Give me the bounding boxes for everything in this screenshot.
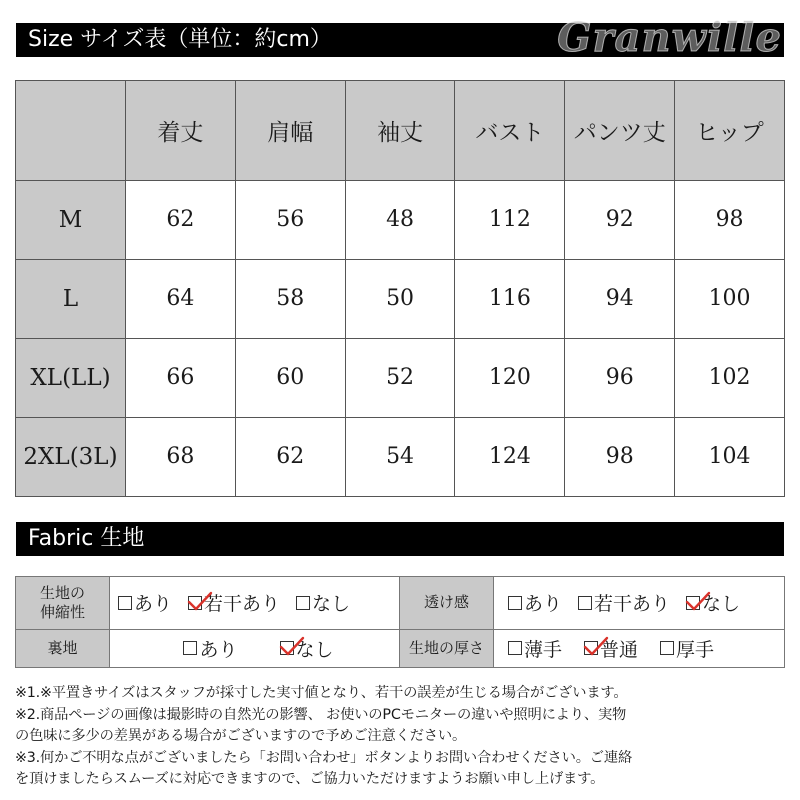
note-line: の色味に多少の差異がある場合がございますので予めご注意ください。	[15, 728, 467, 744]
notes	[15, 683, 787, 791]
table-cell: 112	[455, 180, 565, 259]
fabric-row	[16, 629, 785, 667]
table-cell: 56	[235, 180, 345, 259]
checkbox-icon	[188, 596, 202, 610]
table-row	[16, 338, 785, 417]
size-label: 2XL(3L)	[16, 417, 126, 496]
table-cell: 100	[675, 259, 785, 338]
header-cell-shoulder: 肩幅	[235, 81, 345, 181]
stretch-label	[16, 577, 110, 630]
table-cell: 66	[126, 338, 236, 417]
checkbox-icon	[508, 596, 522, 610]
thickness-options	[494, 629, 785, 667]
lining-option-yes[interactable]	[183, 635, 237, 662]
checkbox-icon	[118, 596, 132, 610]
table-cell: 48	[345, 180, 455, 259]
stretch-label-line2: 伸縮性	[39, 602, 85, 621]
table-cell: 104	[675, 417, 785, 496]
thickness-option-normal[interactable]	[584, 635, 638, 662]
lining-label: 裏地	[16, 629, 110, 667]
fabric-row	[16, 577, 785, 630]
note-line: を頂けましたらスムーズに対応できますので、ご協力いただけますようお願い申し上げます。	[15, 771, 605, 787]
table-cell: 58	[235, 259, 345, 338]
checkbox-icon	[183, 641, 197, 655]
sheer-option-slight[interactable]	[578, 589, 670, 616]
thickness-option-thick[interactable]	[660, 635, 714, 662]
table-row	[16, 417, 785, 496]
size-table	[15, 80, 785, 497]
stretch-label-line1: 生地の	[39, 583, 85, 602]
header-cell-pants-length: パンツ丈	[565, 81, 675, 181]
lining-option-no[interactable]	[280, 635, 334, 662]
table-cell: 98	[565, 417, 675, 496]
header-cell-bust: バスト	[455, 81, 565, 181]
option-label: あり	[199, 638, 238, 661]
table-cell: 120	[455, 338, 565, 417]
option-label: 若干あり	[594, 593, 671, 616]
checkbox-icon	[508, 641, 522, 655]
header-cell-corner	[16, 81, 126, 181]
checkbox-icon	[584, 641, 598, 655]
checkbox-icon	[296, 596, 310, 610]
fabric-table	[15, 576, 785, 668]
table-cell: 62	[235, 417, 345, 496]
table-cell: 94	[565, 259, 675, 338]
checkbox-icon	[280, 641, 294, 655]
table-cell: 96	[565, 338, 675, 417]
table-cell: 52	[345, 338, 455, 417]
table-cell: 116	[455, 259, 565, 338]
table-cell: 68	[126, 417, 236, 496]
option-label: 薄手	[524, 638, 563, 661]
sheer-option-no[interactable]	[686, 589, 740, 616]
checkbox-icon	[578, 596, 592, 610]
table-cell: 62	[126, 180, 236, 259]
size-label: L	[16, 259, 126, 338]
table-cell: 102	[675, 338, 785, 417]
note-line: ※3.何かご不明な点がございましたら「お問い合わせ」ボタンよりお問い合わせください。ご連絡	[15, 749, 633, 766]
table-cell: 60	[235, 338, 345, 417]
table-cell: 124	[455, 417, 565, 496]
option-label: 若干あり	[204, 593, 281, 616]
size-table-header-row	[16, 81, 785, 181]
stretch-option-yes[interactable]	[118, 589, 172, 616]
table-cell: 54	[345, 417, 455, 496]
header-cell-length: 着丈	[126, 81, 236, 181]
option-label: 厚手	[676, 638, 715, 661]
note-line: ※2.商品ページの画像は撮影時の自然光の影響、 お使いのPCモニターの違いや照明により、実物	[15, 706, 627, 723]
option-label: 普通	[600, 638, 639, 661]
lining-options	[110, 629, 400, 667]
table-cell: 98	[675, 180, 785, 259]
checkbox-icon	[660, 641, 674, 655]
size-section-title: Size サイズ表（単位：約cm）	[28, 27, 332, 52]
option-label: なし	[312, 593, 351, 616]
option-label: あり	[524, 593, 563, 616]
note-line: ※1.※平置きサイズはスタッフが採寸した実寸値となり、若干の誤差が生じる場合がございます。	[15, 685, 628, 701]
table-cell: 92	[565, 180, 675, 259]
option-label: あり	[134, 593, 173, 616]
sheer-label: 透け感	[400, 577, 494, 630]
fabric-section-title: Fabric 生地	[28, 526, 145, 551]
sheer-options	[494, 577, 785, 630]
option-label: なし	[295, 638, 334, 661]
table-cell: 64	[126, 259, 236, 338]
option-label: なし	[702, 593, 741, 616]
table-row	[16, 259, 785, 338]
header-cell-hip: ヒップ	[675, 81, 785, 181]
header-cell-sleeve: 袖丈	[345, 81, 455, 181]
fabric-section-header	[16, 522, 784, 556]
thickness-label: 生地の厚さ	[400, 629, 494, 667]
checkbox-icon	[686, 596, 700, 610]
stretch-option-no[interactable]	[296, 589, 350, 616]
sheer-option-yes[interactable]	[508, 589, 562, 616]
stretch-option-slight[interactable]	[188, 589, 280, 616]
thickness-option-thin[interactable]	[508, 635, 562, 662]
stretch-options	[110, 577, 400, 630]
table-row	[16, 180, 785, 259]
table-cell: 50	[345, 259, 455, 338]
size-label: M	[16, 180, 126, 259]
size-label: XL(LL)	[16, 338, 126, 417]
brand-logo: Granwille	[557, 14, 782, 61]
